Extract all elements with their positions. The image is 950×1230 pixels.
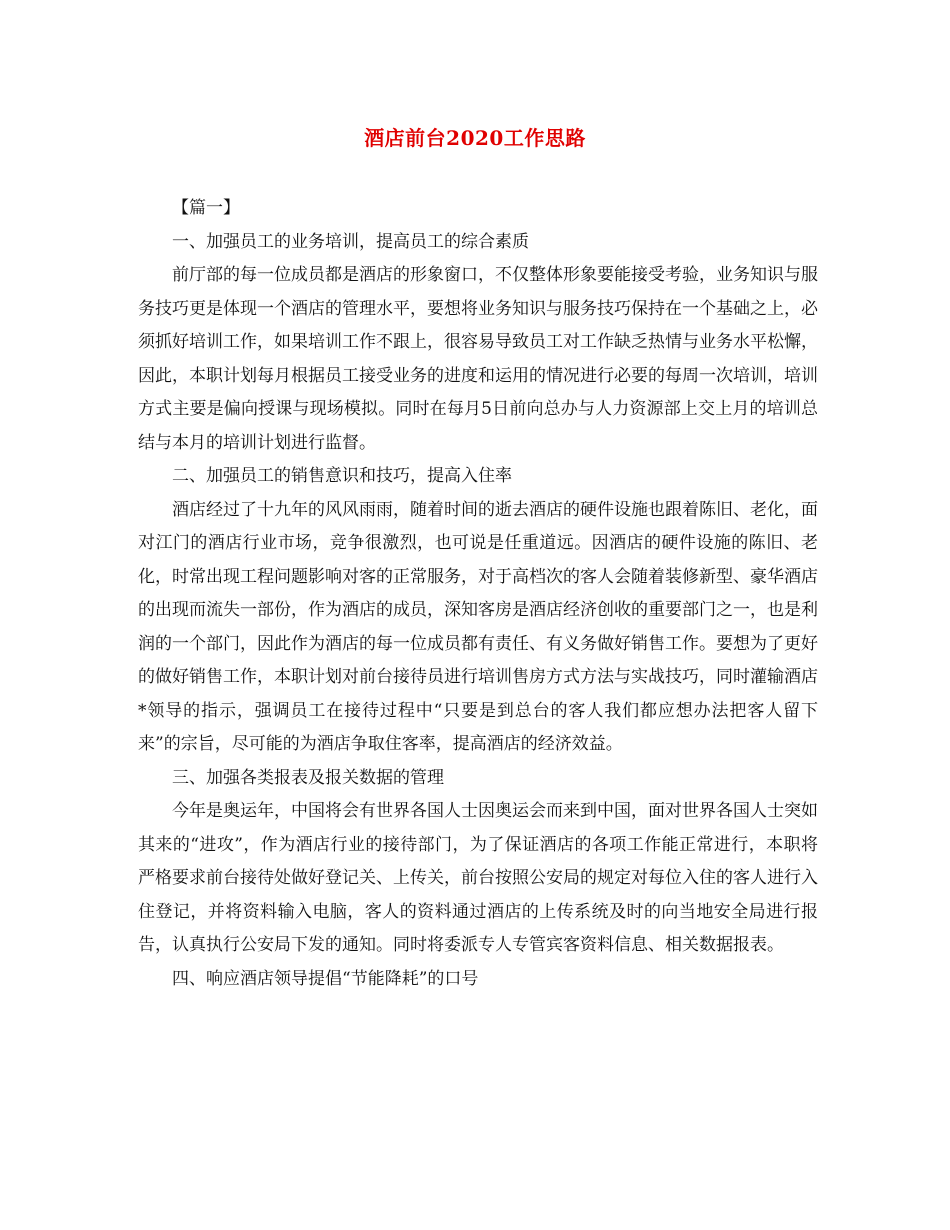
document-title: 酒店前台2020工作思路 [364, 126, 586, 150]
section-heading-3: 三、加强各类报表及报关数据的管理 [172, 767, 444, 788]
paragraph-3: 今年是奥运年，中国将会有世界各国人士因奥运会而来到中国，面对世界各国人士突如其来的“进攻”，作为酒店行业的接待部门，为了保证酒店的各项工作能正常进行，本职将严格要求前台接待处做好登记关、上传关，前台按照公安局的规定对每位入住的客人进行入住登记，并将资料输入电脑，客人的资料通过酒店的上传系统及时的向当地安全局进行报告，认真执行公安局下发的通知。同时将委派专人专管宾客资料信息、相关数据报表。 [138, 801, 818, 955]
paragraph-2: 酒店经过了十九年的风风雨雨，随着时间的逝去酒店的硬件设施也跟着陈旧、老化，面对江门的酒店行业市场，竞争很激烈，也可说是任重道远。因酒店的硬件设施的陈旧、老化，时常出现工程问题影响对客的正常服务，对于高档次的客人会随着装修新型、豪华酒店的出现而流失一部份，作为酒店的成员，深知客房是酒店经济创收的重要部门之一，也是利润的一个部门，因此作为酒店的每一位成员都有责任、有义务做好销售工作。要想为了更好的做好销售工作，本职计划对前台接待员进行培训售房方式方法与实战技巧，同时灌输酒店*领导的指示，强调员工在接待过程中“只要是到总台的客人我们都应想办法把客人留下来”的宗旨，尽可能的为酒店争取住客率，提高酒店的经济效益。 [138, 499, 818, 754]
paragraph-1: 前厅部的每一位成员都是酒店的形象窗口，不仅整体形象要能接受考验，业务知识与服务技巧更是体现一个酒店的管理水平，要想将业务知识与服务技巧保持在一个基础之上，必须抓好培训工作，如果培训工作不跟上，很容易导致员工对工作缺乏热情与业务水平松懈，因此，本职计划每月根据员工接受业务的进度和运用的情况进行必要的每周一次培训，培训方式主要是偏向授课与现场模拟。同时在每月5日前向总办与人力资源部上交上月的培训总结与本月的培训计划进行监督。 [138, 265, 818, 453]
section-heading-1: 一、加强员工的业务培训，提高员工的综合素质 [172, 231, 529, 252]
section-heading-4: 四、响应酒店领导提倡“节能降耗”的口号 [172, 968, 479, 989]
section-heading-2: 二、加强员工的销售意识和技巧，提高入住率 [172, 466, 512, 486]
section-label: 【篇一】 [172, 198, 240, 218]
document-body [138, 192, 818, 996]
